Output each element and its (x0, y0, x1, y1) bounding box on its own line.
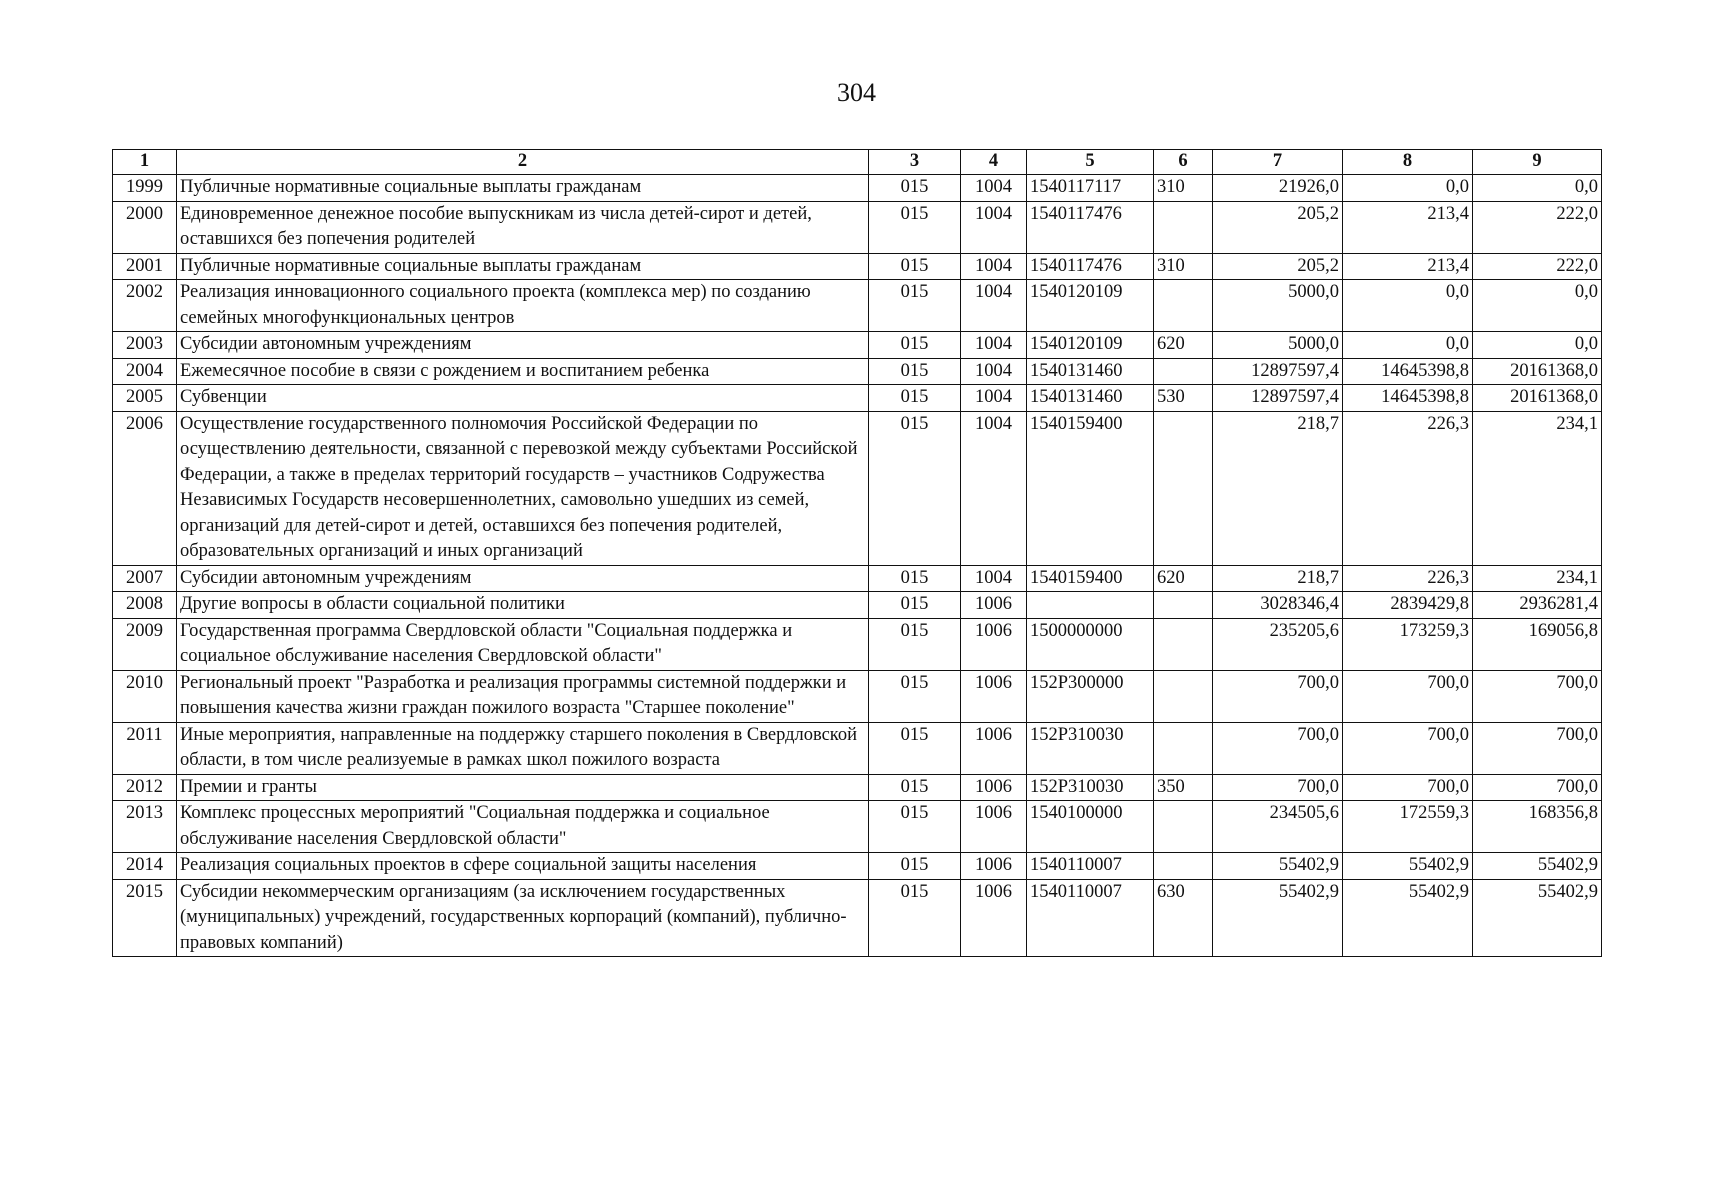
table-row (113, 592, 1602, 619)
row-section-code: 1006 (961, 722, 1027, 774)
table-row (113, 175, 1602, 202)
header-col-5: 5 (1027, 150, 1154, 175)
row-sum-col7: 55402,9 (1213, 853, 1343, 880)
header-col-3: 3 (869, 150, 961, 175)
row-name: Публичные нормативные социальные выплаты гражданам (177, 253, 869, 280)
row-sum-col7: 12897597,4 (1213, 358, 1343, 385)
row-department-code: 015 (869, 801, 961, 853)
row-target-article: 152P310030 (1027, 722, 1154, 774)
row-sum-col8: 213,4 (1343, 201, 1473, 253)
row-sum-col9: 55402,9 (1473, 853, 1602, 880)
table-row (113, 280, 1602, 332)
row-section-code: 1004 (961, 358, 1027, 385)
row-sum-col9: 700,0 (1473, 670, 1602, 722)
table-header (113, 150, 1602, 175)
row-department-code: 015 (869, 565, 961, 592)
row-name: Иные мероприятия, направленные на поддержку старшего поколения в Свердловской области, в том числе реализуемые в рамках школ пожилого возраста (177, 722, 869, 774)
row-sum-col9: 20161368,0 (1473, 358, 1602, 385)
row-sum-col8: 2839429,8 (1343, 592, 1473, 619)
row-section-code: 1004 (961, 280, 1027, 332)
row-expense-type: 350 (1154, 774, 1213, 801)
row-expense-type (1154, 592, 1213, 619)
row-expense-type: 310 (1154, 175, 1213, 202)
row-department-code: 015 (869, 358, 961, 385)
row-target-article: 1540120109 (1027, 332, 1154, 359)
row-section-code: 1006 (961, 853, 1027, 880)
row-name: Единовременное денежное пособие выпускникам из числа детей-сирот и детей, оставшихся без попечения родителей (177, 201, 869, 253)
row-name: Другие вопросы в области социальной политики (177, 592, 869, 619)
row-section-code: 1004 (961, 175, 1027, 202)
row-number: 2008 (113, 592, 177, 619)
header-col-4: 4 (961, 150, 1027, 175)
row-department-code: 015 (869, 385, 961, 412)
row-department-code: 015 (869, 175, 961, 202)
row-sum-col7: 218,7 (1213, 565, 1343, 592)
row-sum-col7: 700,0 (1213, 774, 1343, 801)
row-target-article: 152P300000 (1027, 670, 1154, 722)
row-number: 2002 (113, 280, 177, 332)
row-section-code: 1004 (961, 332, 1027, 359)
row-name: Субсидии автономным учреждениям (177, 565, 869, 592)
table-row (113, 411, 1602, 565)
table-row (113, 618, 1602, 670)
row-expense-type (1154, 358, 1213, 385)
row-expense-type: 620 (1154, 565, 1213, 592)
row-department-code: 015 (869, 332, 961, 359)
row-sum-col9: 20161368,0 (1473, 385, 1602, 412)
row-expense-type: 530 (1154, 385, 1213, 412)
row-number: 2004 (113, 358, 177, 385)
row-name: Субсидии некоммерческим организациям (за исключением государственных (муниципальных) учреждений, государственных корпораций (компаний), публично-правовых компаний) (177, 879, 869, 957)
row-section-code: 1006 (961, 618, 1027, 670)
row-sum-col7: 205,2 (1213, 253, 1343, 280)
table-row (113, 853, 1602, 880)
row-sum-col7: 55402,9 (1213, 879, 1343, 957)
table-row (113, 332, 1602, 359)
row-name: Государственная программа Свердловской области "Социальная поддержка и социальное обслуживание населения Свердловской области" (177, 618, 869, 670)
row-number: 2006 (113, 411, 177, 565)
row-expense-type (1154, 411, 1213, 565)
row-sum-col9: 168356,8 (1473, 801, 1602, 853)
row-sum-col9: 234,1 (1473, 411, 1602, 565)
row-number: 2010 (113, 670, 177, 722)
row-number: 2011 (113, 722, 177, 774)
row-sum-col7: 12897597,4 (1213, 385, 1343, 412)
row-number: 2014 (113, 853, 177, 880)
row-department-code: 015 (869, 411, 961, 565)
row-section-code: 1004 (961, 565, 1027, 592)
row-target-article: 1540120109 (1027, 280, 1154, 332)
row-name: Реализация инновационного социального проекта (комплекса мер) по созданию семейных многофункциональных центров (177, 280, 869, 332)
row-department-code: 015 (869, 879, 961, 957)
row-expense-type: 630 (1154, 879, 1213, 957)
row-sum-col8: 0,0 (1343, 175, 1473, 202)
row-section-code: 1006 (961, 592, 1027, 619)
row-name: Субсидии автономным учреждениям (177, 332, 869, 359)
row-department-code: 015 (869, 201, 961, 253)
row-name: Субвенции (177, 385, 869, 412)
row-sum-col8: 213,4 (1343, 253, 1473, 280)
row-section-code: 1006 (961, 670, 1027, 722)
budget-table (112, 149, 1602, 957)
row-number: 2012 (113, 774, 177, 801)
row-number: 2015 (113, 879, 177, 957)
row-target-article: 152P310030 (1027, 774, 1154, 801)
row-sum-col7: 218,7 (1213, 411, 1343, 565)
table-row (113, 774, 1602, 801)
row-expense-type (1154, 280, 1213, 332)
row-sum-col8: 226,3 (1343, 411, 1473, 565)
row-number: 2005 (113, 385, 177, 412)
row-sum-col7: 700,0 (1213, 670, 1343, 722)
row-sum-col7: 205,2 (1213, 201, 1343, 253)
row-sum-col9: 700,0 (1473, 774, 1602, 801)
row-sum-col9: 0,0 (1473, 280, 1602, 332)
row-department-code: 015 (869, 253, 961, 280)
row-section-code: 1004 (961, 411, 1027, 565)
row-expense-type: 620 (1154, 332, 1213, 359)
row-target-article: 1540117117 (1027, 175, 1154, 202)
row-sum-col7: 21926,0 (1213, 175, 1343, 202)
row-expense-type (1154, 618, 1213, 670)
row-department-code: 015 (869, 853, 961, 880)
row-department-code: 015 (869, 618, 961, 670)
row-target-article: 1540110007 (1027, 853, 1154, 880)
row-target-article: 1540110007 (1027, 879, 1154, 957)
header-col-2: 2 (177, 150, 869, 175)
row-sum-col9: 222,0 (1473, 201, 1602, 253)
row-name: Региональный проект "Разработка и реализация программы системной поддержки и повышения качества жизни граждан пожилого возраста "Старшее поколение" (177, 670, 869, 722)
row-sum-col8: 14645398,8 (1343, 358, 1473, 385)
table-row (113, 358, 1602, 385)
row-department-code: 015 (869, 774, 961, 801)
header-col-9: 9 (1473, 150, 1602, 175)
row-sum-col8: 55402,9 (1343, 853, 1473, 880)
row-sum-col9: 169056,8 (1473, 618, 1602, 670)
row-sum-col8: 226,3 (1343, 565, 1473, 592)
row-sum-col7: 5000,0 (1213, 280, 1343, 332)
table-row (113, 670, 1602, 722)
table-row (113, 253, 1602, 280)
row-name: Публичные нормативные социальные выплаты гражданам (177, 175, 869, 202)
row-name: Комплекс процессных мероприятий "Социальная поддержка и социальное обслуживание населения Свердловской области" (177, 801, 869, 853)
table-row (113, 722, 1602, 774)
row-sum-col7: 700,0 (1213, 722, 1343, 774)
row-sum-col9: 0,0 (1473, 332, 1602, 359)
row-target-article: 1540159400 (1027, 411, 1154, 565)
row-section-code: 1006 (961, 774, 1027, 801)
row-expense-type (1154, 201, 1213, 253)
row-number: 2000 (113, 201, 177, 253)
row-section-code: 1004 (961, 201, 1027, 253)
row-sum-col9: 700,0 (1473, 722, 1602, 774)
row-number: 2013 (113, 801, 177, 853)
table-body (113, 175, 1602, 957)
row-number: 2009 (113, 618, 177, 670)
row-name: Ежемесячное пособие в связи с рождением и воспитанием ребенка (177, 358, 869, 385)
row-expense-type (1154, 670, 1213, 722)
row-section-code: 1006 (961, 801, 1027, 853)
header-col-7: 7 (1213, 150, 1343, 175)
header-col-6: 6 (1154, 150, 1213, 175)
row-number: 1999 (113, 175, 177, 202)
row-expense-type (1154, 801, 1213, 853)
row-expense-type (1154, 722, 1213, 774)
row-sum-col7: 235205,6 (1213, 618, 1343, 670)
row-sum-col7: 5000,0 (1213, 332, 1343, 359)
row-target-article: 1540131460 (1027, 385, 1154, 412)
row-sum-col8: 55402,9 (1343, 879, 1473, 957)
table-row (113, 201, 1602, 253)
row-sum-col8: 700,0 (1343, 774, 1473, 801)
row-sum-col8: 0,0 (1343, 280, 1473, 332)
row-name: Осуществление государственного полномочия Российской Федерации по осуществлению деятельности, связанной с перевозкой между субъектами Российской Федерации, а также в пределах территорий государств – участников Содружества Независимых Государств несовершеннолетних, самовольно ушедших из семей, организаций для детей-сирот и детей, оставшихся без попечения родителей, образовательных организаций и иных организаций (177, 411, 869, 565)
row-sum-col9: 55402,9 (1473, 879, 1602, 957)
row-department-code: 015 (869, 670, 961, 722)
row-sum-col8: 173259,3 (1343, 618, 1473, 670)
row-sum-col8: 700,0 (1343, 670, 1473, 722)
row-number: 2001 (113, 253, 177, 280)
table-row (113, 385, 1602, 412)
row-department-code: 015 (869, 592, 961, 619)
row-department-code: 015 (869, 280, 961, 332)
row-name: Премии и гранты (177, 774, 869, 801)
row-target-article: 1540159400 (1027, 565, 1154, 592)
row-sum-col8: 172559,3 (1343, 801, 1473, 853)
row-number: 2003 (113, 332, 177, 359)
table-row (113, 801, 1602, 853)
row-expense-type (1154, 853, 1213, 880)
row-target-article: 1500000000 (1027, 618, 1154, 670)
row-target-article: 1540117476 (1027, 201, 1154, 253)
row-section-code: 1004 (961, 385, 1027, 412)
table-row (113, 879, 1602, 957)
row-sum-col8: 0,0 (1343, 332, 1473, 359)
row-target-article: 1540131460 (1027, 358, 1154, 385)
header-col-8: 8 (1343, 150, 1473, 175)
row-sum-col9: 0,0 (1473, 175, 1602, 202)
row-sum-col8: 14645398,8 (1343, 385, 1473, 412)
row-sum-col7: 234505,6 (1213, 801, 1343, 853)
row-sum-col9: 234,1 (1473, 565, 1602, 592)
row-department-code: 015 (869, 722, 961, 774)
row-section-code: 1006 (961, 879, 1027, 957)
page-number: 304 (837, 78, 876, 107)
row-sum-col9: 222,0 (1473, 253, 1602, 280)
row-sum-col7: 3028346,4 (1213, 592, 1343, 619)
row-sum-col9: 2936281,4 (1473, 592, 1602, 619)
row-target-article: 1540117476 (1027, 253, 1154, 280)
row-target-article (1027, 592, 1154, 619)
table-row (113, 565, 1602, 592)
row-name: Реализация социальных проектов в сфере социальной защиты населения (177, 853, 869, 880)
row-sum-col8: 700,0 (1343, 722, 1473, 774)
row-expense-type: 310 (1154, 253, 1213, 280)
header-col-1: 1 (113, 150, 177, 175)
header-row (113, 150, 1602, 175)
row-target-article: 1540100000 (1027, 801, 1154, 853)
row-section-code: 1004 (961, 253, 1027, 280)
row-number: 2007 (113, 565, 177, 592)
